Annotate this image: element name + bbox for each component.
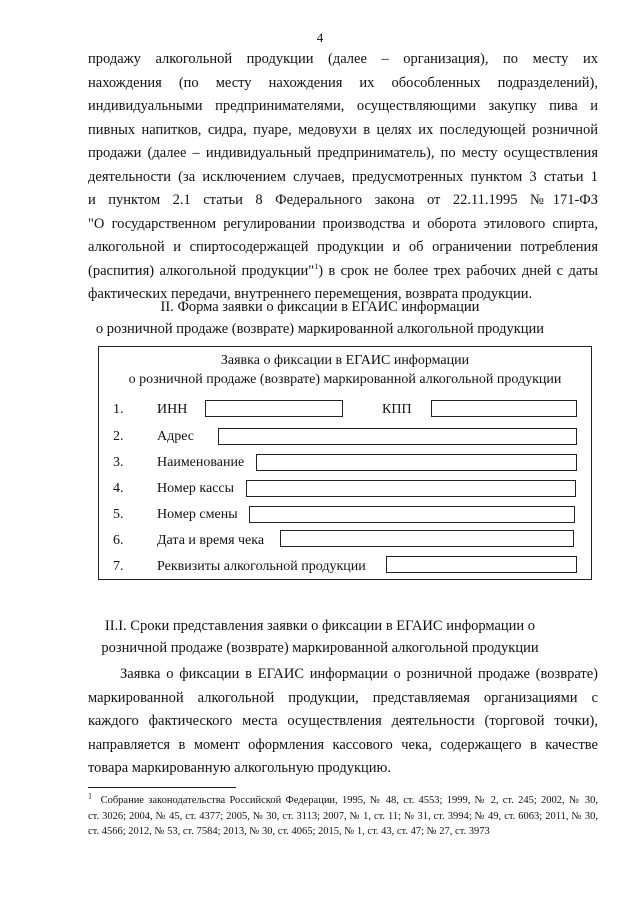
form-row-receipt-datetime: [99, 531, 591, 551]
paragraph-fragment: ) в срок не более трех рабочих дней с даты: [318, 262, 598, 279]
name-label: Наименование: [157, 455, 245, 470]
form-row-name: [99, 453, 591, 473]
paragraph-line-with-footnote: [88, 260, 598, 284]
footnote-line: ст. 4566; 2012, № 53, ст. 7584; 2013, № 30, ст. 4065; 2015, № 1, ст. 43, ст. 47; № 27, ст. 3973: [88, 826, 490, 837]
footnote-marker: 1: [88, 791, 92, 801]
inn-field[interactable]: [205, 400, 343, 417]
row-number: 5.: [113, 507, 124, 522]
footnote-reference[interactable]: 1: [314, 261, 319, 271]
form-title-line: о розничной продаже (возврате) маркированной алкогольной продукции: [128, 372, 562, 387]
paragraph-line: каждого фактического места осуществления деятельности (торговой точки),: [88, 713, 598, 729]
name-field[interactable]: [256, 454, 577, 471]
footnote-line: [88, 793, 598, 809]
form-row-inn-kpp: [99, 400, 591, 420]
address-field[interactable]: [218, 428, 577, 445]
section-2-1-title: [0, 615, 640, 659]
product-details-field[interactable]: [386, 556, 577, 573]
paragraph-line: маркированной алкогольной продукции, представляемая организациями с: [88, 689, 598, 706]
row-number: 2.: [113, 429, 124, 444]
form-row-register-number: [99, 479, 591, 499]
section-title-line: II.I. Сроки представления заявки о фиксации в ЕГАИС информации о: [104, 618, 536, 634]
footnote-line: ст. 3026; 2004, № 45, ст. 4377; 2005, № 30, ст. 3113; 2007, № 1, ст. 11; № 31, ст. 3994; № 49, ст. 6063; 2011, № 30,: [88, 810, 598, 822]
paragraph-line: фактических передачи, внутреннего перемещения, возврата продукции.: [88, 286, 533, 302]
paragraph-line: нахождения (по месту нахождения их обособленных подразделений),: [88, 74, 598, 91]
section-title-line: II. Форма заявки о фиксации в ЕГАИС информации: [160, 299, 480, 315]
kpp-label: КПП: [382, 402, 412, 417]
footnote: [88, 793, 598, 840]
paragraph-line: продажу алкогольной продукции (далее – организация), по месту их: [88, 51, 598, 67]
form-row-address: [99, 427, 591, 447]
shift-number-field[interactable]: [249, 506, 575, 523]
shift-number-label: Номер смены: [157, 507, 238, 522]
footnote-text: Собрание законодательства Российской Федерации, 1995, № 48, ст. 4553; 1999, № 2, ст. 245; 2002, № 30,: [100, 795, 599, 806]
paragraph-line: индивидуальными предпринимателями, осуществляющими закупку пива и: [88, 98, 598, 114]
form-row-shift-number: [99, 505, 591, 525]
section-title-line: о розничной продаже (возврате) маркированной алкогольной продукции: [95, 321, 545, 337]
application-form: [98, 346, 592, 580]
paragraph-line: и пунктом 2.1 статьи 8 Федерального закона от 22.11.1995 №171-ФЗ: [88, 192, 598, 208]
footnote-divider: [88, 787, 236, 788]
page-number: 4: [316, 30, 324, 45]
paragraph-line: товара маркированную алкогольную продукцию.: [88, 760, 391, 776]
form-row-product-details: [99, 557, 591, 577]
paragraph-fragment: (распития) алкогольной продукции": [88, 262, 315, 279]
kpp-field[interactable]: [431, 400, 577, 417]
receipt-datetime-field[interactable]: [280, 530, 574, 547]
paragraph-line: пивных напитков, сидра, пуаре, медовухи в целях их последующей розничной: [88, 121, 598, 138]
paragraph-line: "О государственном регулировании производства и оборота этилового спирта,: [88, 215, 598, 232]
inn-label: ИНН: [157, 402, 188, 417]
section-2-title: [0, 296, 640, 340]
paragraph-line: Заявка о фиксации в ЕГАИС информации о розничной продаже (возврате): [120, 666, 598, 682]
register-number-label: Номер кассы: [157, 481, 235, 496]
receipt-datetime-label: Дата и время чека: [157, 533, 265, 548]
row-number: 6.: [113, 533, 124, 548]
form-title: [99, 351, 591, 389]
paragraph-line: деятельности (за исключением случаев, предусмотренных пунктом 3 статьи 1: [88, 168, 598, 185]
address-label: Адрес: [157, 429, 195, 444]
form-title-line: Заявка о фиксации в ЕГАИС информации: [220, 353, 470, 368]
row-number: 4.: [113, 481, 124, 496]
register-number-field[interactable]: [246, 480, 576, 497]
intro-paragraph: [88, 48, 598, 307]
paragraph-line: продажи (далее – индивидуальный предприниматель), по месту осуществления: [88, 145, 598, 161]
row-number: 1.: [113, 402, 124, 417]
product-details-label: Реквизиты алкогольной продукции: [157, 559, 366, 574]
deadline-paragraph: [88, 663, 598, 781]
paragraph-line: направляется в момент оформления кассового чека, содержащего в качестве: [88, 736, 598, 753]
row-number: 7.: [113, 559, 124, 574]
section-title-line: розничной продаже (возврате) маркированной алкогольной продукции: [101, 640, 539, 656]
row-number: 3.: [113, 455, 124, 470]
paragraph-line: алкогольной и спиртосодержащей продукции и об ограничении потребления: [88, 239, 598, 255]
